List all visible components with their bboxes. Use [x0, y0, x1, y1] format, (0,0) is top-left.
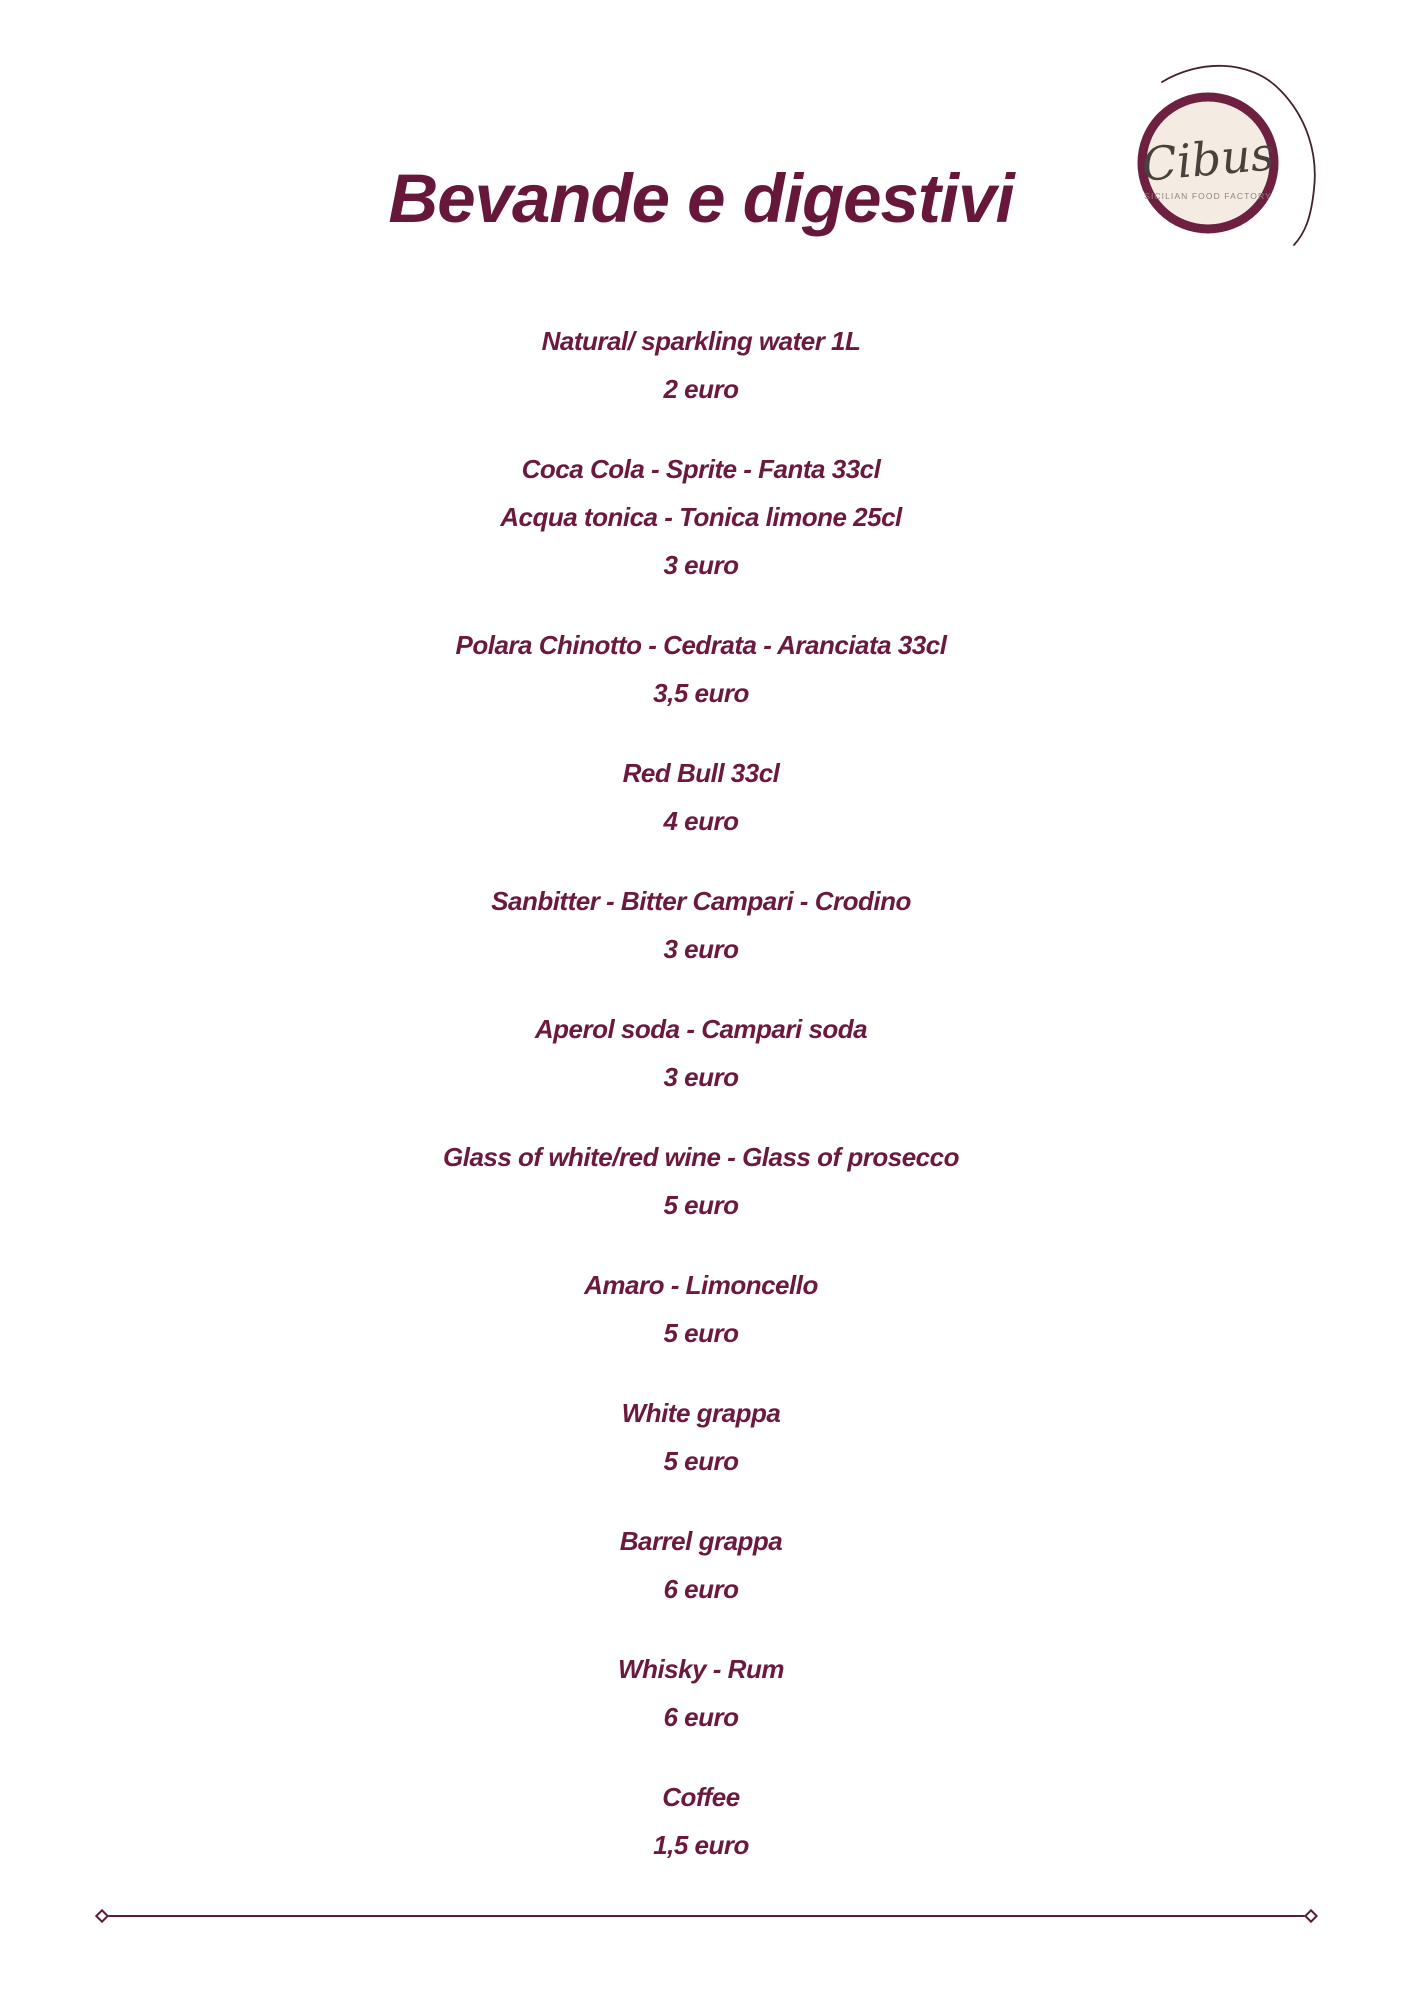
- menu-item: [0, 1133, 1408, 1229]
- item-price: 5 euro: [663, 1190, 739, 1220]
- menu-item: [0, 1261, 1408, 1357]
- item-price: 5 euro: [663, 1318, 739, 1348]
- logo-wordmark: Cibus: [1139, 126, 1277, 192]
- item-price: 3 euro: [663, 1062, 739, 1092]
- menu-item: [0, 1517, 1408, 1613]
- menu-item: [0, 621, 1408, 717]
- item-price: 3,5 euro: [653, 678, 749, 708]
- menu-item: [0, 317, 1408, 413]
- item-price: 5 euro: [663, 1446, 739, 1476]
- restaurant-logo: [1128, 52, 1343, 267]
- footer-divider-rule: [102, 1915, 1311, 1917]
- menu-item: [0, 445, 1408, 589]
- menu-item: [0, 877, 1408, 973]
- item-name: Polara Chinotto - Cedrata - Aranciata 33cl: [455, 630, 947, 660]
- item-name: Sanbitter - Bitter Campari - Crodino: [491, 886, 911, 916]
- logo-tagline: SICILIAN FOOD FACTORY: [1144, 191, 1272, 201]
- rule-diamond-right-icon: [1304, 1909, 1318, 1923]
- menu-item: [0, 1645, 1408, 1741]
- rule-diamond-left-icon: [95, 1909, 109, 1923]
- item-price: 4 euro: [663, 806, 739, 836]
- item-price: 3 euro: [663, 934, 739, 964]
- item-price: 1,5 euro: [653, 1830, 749, 1860]
- item-name: Acqua tonica - Tonica limone 25cl: [500, 502, 902, 532]
- item-name: Barrel grappa: [619, 1526, 783, 1556]
- item-name: Natural/ sparkling water 1L: [541, 326, 861, 356]
- item-name: Aperol soda - Campari soda: [534, 1014, 868, 1044]
- item-price: 2 euro: [663, 374, 739, 404]
- menu-item: [0, 1005, 1408, 1101]
- item-name: Amaro - Limoncello: [584, 1270, 818, 1300]
- item-price: 6 euro: [663, 1574, 739, 1604]
- item-price: 6 euro: [663, 1702, 739, 1732]
- item-name: Whisky - Rum: [618, 1654, 784, 1684]
- item-price: 3 euro: [663, 550, 739, 580]
- item-name: Coca Cola - Sprite - Fanta 33cl: [521, 454, 881, 484]
- menu-item: [0, 1389, 1408, 1485]
- drinks-menu-list: [0, 317, 1408, 1869]
- page-title: Bevande e digestivi: [388, 160, 1014, 238]
- item-name: Glass of white/red wine - Glass of prosecco: [443, 1142, 959, 1172]
- menu-item: [0, 1773, 1408, 1869]
- logo-graphic: [1128, 52, 1343, 267]
- menu-item: [0, 749, 1408, 845]
- item-name: White grappa: [621, 1398, 781, 1428]
- item-name: Red Bull 33cl: [622, 758, 780, 788]
- item-name: Coffee: [662, 1782, 740, 1812]
